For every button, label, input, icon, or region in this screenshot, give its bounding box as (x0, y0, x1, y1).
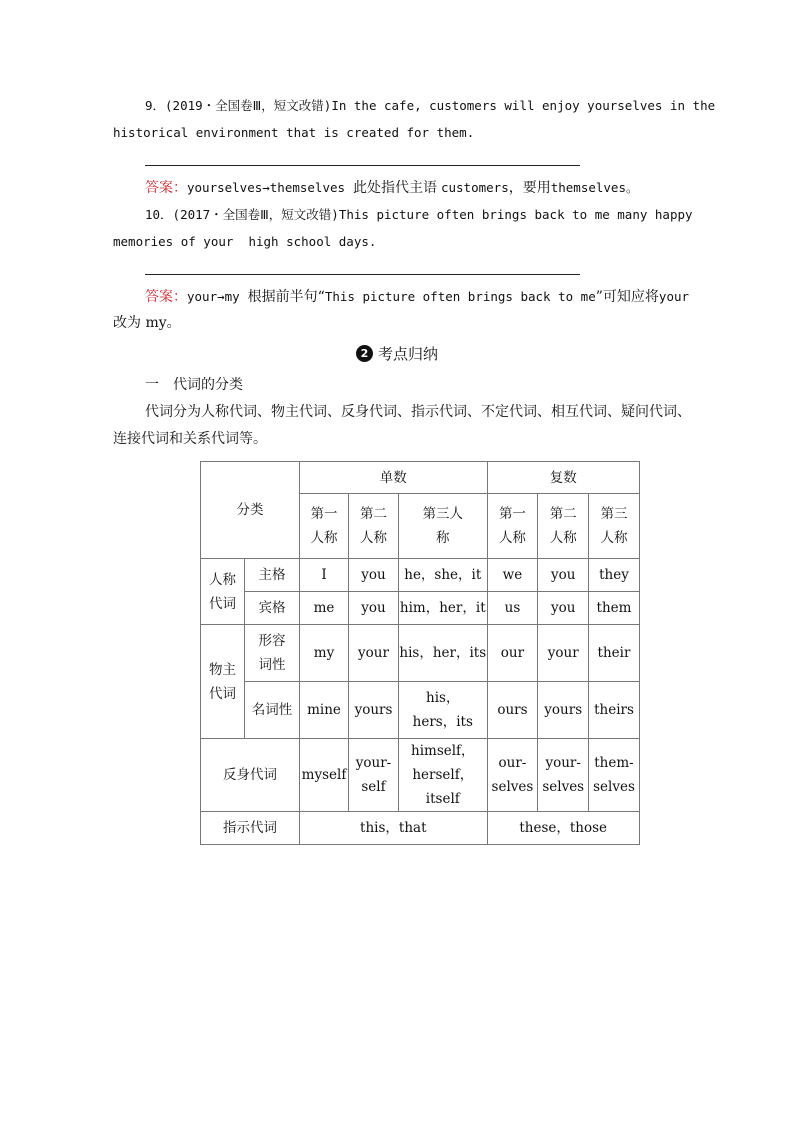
q10-prefix: 10．(2017・全国卷Ⅲ，短文改错) (145, 207, 339, 222)
table-cell: you (538, 559, 589, 592)
table-cell: these，those (487, 812, 639, 845)
table-cell: his，her，its (399, 625, 488, 682)
subheading: 一 代词的分类 (145, 377, 243, 393)
q10-correction: your→my (187, 289, 240, 304)
person-header: 第二人称 (349, 494, 399, 559)
table-cell: mine (300, 682, 349, 739)
table-cell: us (487, 592, 538, 625)
q10-answer-line2: 改为 my。 (113, 315, 181, 331)
object-case-label: 宾格 (245, 592, 300, 625)
table-cell: himself，herself，itself (399, 739, 488, 812)
table-cell: theirs (589, 682, 640, 739)
table-cell: your-selves (538, 739, 589, 812)
q9-prefix: 9．(2019・全国卷Ⅲ，短文改错) (145, 98, 332, 113)
table-cell: your (538, 625, 589, 682)
q9-answer-label: 答案： (145, 180, 187, 196)
person-header: 第一人称 (487, 494, 538, 559)
q10-answer (145, 283, 715, 311)
table-cell: yours (538, 682, 589, 739)
q10-explanation-2: This picture often brings back to me (324, 289, 596, 304)
q10-sentence-part2: memories of your high school days. (113, 234, 377, 249)
q10-explanation-1: 根据前半句“ (247, 289, 325, 305)
q9-explanation-2: customers (440, 180, 509, 195)
table-cell: my (300, 625, 349, 682)
person-header: 第二人称 (538, 494, 589, 559)
table-cell: ours (487, 682, 538, 739)
possessive-pronoun-label: 物主代词 (201, 625, 245, 739)
table-cell: them (589, 592, 640, 625)
table-cell: our (487, 625, 538, 682)
q10-answer-blank (145, 274, 580, 275)
demonstrative-pronoun-label: 指示代词 (201, 812, 300, 845)
section-heading (0, 341, 794, 367)
table-cell: your-self (349, 739, 399, 812)
person-header: 第三人称 (589, 494, 640, 559)
intro-line2: 连接代词和关系代词等。 (113, 431, 267, 447)
table-cell: myself (300, 739, 349, 812)
q9-sentence-part2: historical environment that is created for them. (113, 125, 475, 140)
table-cell: your (349, 625, 399, 682)
q10-line1 (145, 201, 715, 228)
table-cell: him，her，it (399, 592, 488, 625)
table-cell: they (589, 559, 640, 592)
q10-explanation-3: ”可知应将 (595, 289, 659, 305)
intro-line1: 代词分为人称代词、物主代词、反身代词、指示代词、不定代词、相互代词、疑问代词、 (145, 404, 691, 420)
q9-line1 (145, 92, 715, 119)
q9-answer (145, 174, 715, 202)
table-cell: he，she，it (399, 559, 488, 592)
header-singular: 单数 (300, 462, 488, 494)
table-cell: you (349, 592, 399, 625)
reflexive-pronoun-label: 反身代词 (201, 739, 300, 812)
q9-correction: yourselves→themselves (187, 180, 346, 195)
q10-explanation-4: your (658, 289, 690, 304)
q9-explanation-3: ，要用 (508, 180, 551, 196)
table-cell: we (487, 559, 538, 592)
subject-case-label: 主格 (245, 559, 300, 592)
table-cell: his，hers，its (399, 682, 488, 739)
person-header: 第三人称 (399, 494, 488, 559)
nominal-label: 名词性 (245, 682, 300, 739)
header-plural: 复数 (487, 462, 639, 494)
q9-answer-blank (145, 165, 580, 166)
table-cell: me (300, 592, 349, 625)
table-cell: I (300, 559, 349, 592)
personal-pronoun-label: 人称代词 (201, 559, 245, 625)
table-cell: their (589, 625, 640, 682)
q9-sentence-part1: In the cafe, customers will enjoy yourselves in the (331, 98, 716, 113)
section-number-badge: 2 (356, 345, 373, 362)
q9-explanation-4: themselves。 (550, 180, 639, 195)
table-cell: them-selves (589, 739, 640, 812)
q10-answer-label: 答案： (145, 289, 187, 305)
table-cell: this，that (300, 812, 488, 845)
table-cell: you (349, 559, 399, 592)
table-cell: you (538, 592, 589, 625)
person-header: 第一人称 (300, 494, 349, 559)
header-category: 分类 (201, 462, 300, 559)
table-cell: yours (349, 682, 399, 739)
q10-sentence-part1: This picture often brings back to me many happy (338, 207, 693, 222)
section-title: 考点归纳 (377, 345, 438, 363)
table-cell: our-selves (487, 739, 538, 812)
adjectival-label: 形容词性 (245, 625, 300, 682)
q9-explanation-1: 此处指代主语 (353, 180, 437, 196)
pronoun-table (200, 461, 640, 845)
